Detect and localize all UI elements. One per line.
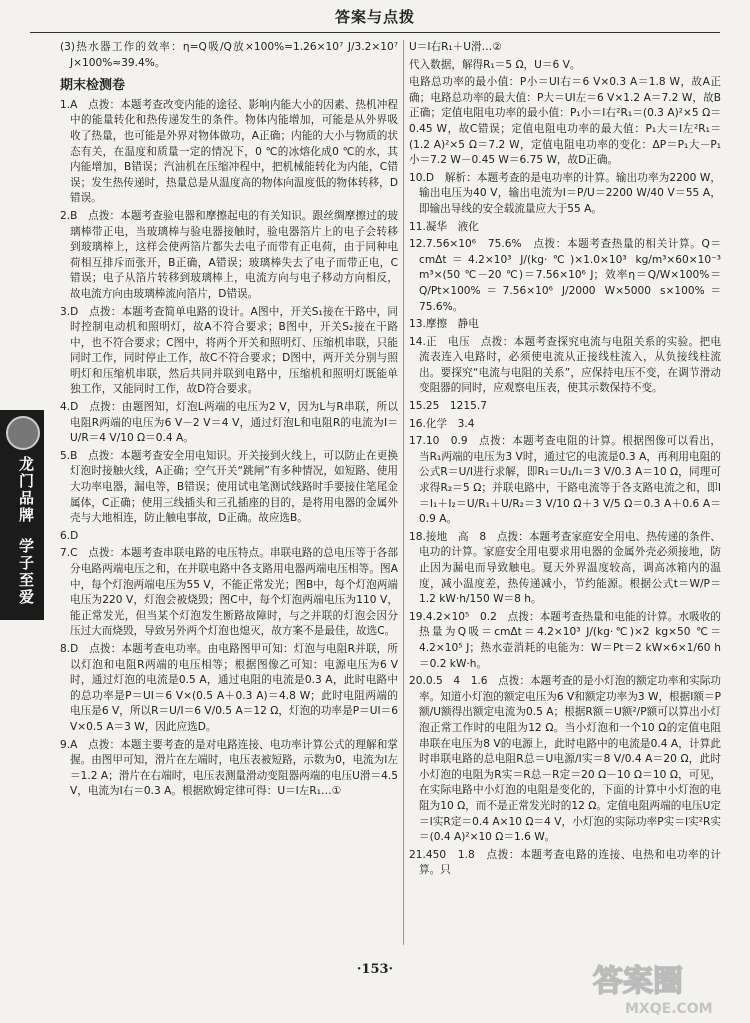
brand-circle-icon xyxy=(6,416,40,450)
answer-item: 21.450 1.8 点拨：本题考查电路的连接、电热和电功率的计算。只 xyxy=(409,848,721,877)
answer-item: 5.B 点拨：本题考查安全用电知识。开关接到火线上，可以防止在更换灯泡时接触火线，A正确；空气开关“跳闸”有多种情况，如短路、使用大功率电器，漏电等，B错误；使用试电笔测试线路时手要接住笔尾金属体，C正确；使用三线插头和三孔插座的目的，是将用电器的金属外壳与大地相连，防止触电事故，D正确。故应选B。 xyxy=(60,449,398,525)
answer-item: 4.D 点拨：由题图知，灯泡L两端的电压为2 V，因为L与R串联，所以电阻R两端的电压为6 V－2 V＝4 V，通过灯泡L和电阻R的电流为I＝U/R＝4 V/10 Ω＝0.4 A。 xyxy=(60,401,398,445)
answer-item: 15.25 1215.7 xyxy=(409,400,487,413)
answer-item: 18.接地 高 8 点拨：本题考查家庭安全用电、热传递的条件、电功的计算。家庭安全用电要求用电器的金属外壳必须接地，防止因为漏电而导致触电。夏天外界温度较高，调高冰箱内的温度，减小温度差，热传递减小，节约能源。根据公式t＝W/P＝1.2 kW·h/150 W＝8 h。 xyxy=(409,530,721,606)
answer-item: 10.D 解析：本题考查的是电功率的计算。输出功率为2200 W，输出电压为40 V，输出电流为I＝P/U＝2200 W/40 V＝55 A，即输出导线的安全载流量应大于55 A。 xyxy=(409,171,721,215)
watermark-url: MXQE.COM xyxy=(625,1001,713,1017)
side-brand-tab xyxy=(0,410,44,620)
answer-item: 6.D xyxy=(60,529,79,542)
continuation-line: U＝I右R₁＋U滑…② xyxy=(409,41,502,53)
watermark-text: 答案圈 xyxy=(593,964,683,999)
column-divider xyxy=(403,40,404,945)
answer-item: 11.凝华 液化 xyxy=(409,220,479,233)
page-header xyxy=(0,0,750,34)
right-column xyxy=(409,40,721,881)
answer-item: 19.4.2×10⁵ 0.2 点拨：本题考查热量和电能的计算。水吸收的热量为Q吸＝cmΔt＝4.2×10³ J/(kg·℃)×2 kg×50 ℃＝4.2×10⁵ J；热水壶消耗的电能为：W＝Pt＝2 kW×6×1/60 h＝0.2 kW·h。 xyxy=(409,610,721,670)
answer-item: 2.B 点拨：本题考查验电器和摩擦起电的有关知识。跟丝绸摩擦过的玻璃棒带正电，当玻璃棒与验电器接触时，验电器箔片上的电子会转移到玻璃棒上，这样会使两箔片都失去电子而带有正电荷，由于同种电荷相互排斥而张开，B正确，A错误；玻璃棒失去了电子而带正电，C错误；电子从箔片转移到玻璃棒上，电流方向与电子移动方向相反，故电流方向由玻璃棒流向箔片，D错误。 xyxy=(60,209,398,300)
answer-item: 14.正 电压 点拨：本题考查探究电流与电阻关系的实验。把电流表连入电路时，必须使电流从正接线柱流入，从负接线柱流出。要探究“电流与电阻的关系”，应保持电压不变，在调节滑动变阻器的同时，应观察电压表，使其示数保持不变。 xyxy=(409,335,721,395)
answer-item: 3.D 点拨：本题考查简单电路的设计。A图中，开关S₁接在干路中，同时控制电动机和照明灯，故A不符合要求；B图中，开关S₂接在干路中，也不符合要求；C图中，将两个开关和照明灯、压缩机串联，只能同时工作，同时停止工作，故C不符合要求；D图中，两开关分别与照明灯和压缩机串联，然后共同并联到电路中，压缩机和照明灯既能单独工作，又能同时工作，故D符合要求。 xyxy=(60,305,398,396)
watermark-logo xyxy=(585,955,735,1020)
header-title: 答案与点拨 xyxy=(334,8,415,26)
answer-item: 9.A 点拨：本题主要考查的是对电路连接、电功率计算公式的理解和掌握。由图甲可知，滑片在左端时，电压表被短路，示数为0，电流为I左＝1.2 A；滑片在右端时，电压表测量滑动变阻器两端的电压U滑＝4.5 V，电流为I右＝0.3 A。根据欧姆定律可得：U＝I左R₁…① xyxy=(60,738,398,798)
answer-item: 17.10 0.9 点拨：本题考查电阻的计算。根据图像可以看出，当R₁两端的电压为3 V时，通过它的电流是0.3 A，再利用电阻的公式R＝U/I进行求解，即R₁＝U₁/I₁＝3 V/0.3 A＝10 Ω，同理可求得R₂＝5 Ω；并联电路中，干路电流等于各支路电流之和，即I＝I₁＋I₂＝U/R₁＋U/R₂＝3 V/10 Ω＋3 V/5 Ω＝0.3 A＋0.6 A＝0.9 A。 xyxy=(409,435,721,526)
continuation-line: 电路总功率的最小值：P小＝UI右＝6 V×0.3 A＝1.8 W，故A正确；电路总功率的最大值：P大＝UI左＝6 V×1.2 A＝7.2 W，故B正确；定值电阻电功率的最小值：P₁小＝I右²R₁＝(0.3 A)²×5 Ω＝0.45 W，故C错误；定值电阻电功率的最大值：P₁大＝I左²R₁＝(1.2 A)²×5 Ω＝7.2 W，定值电阻电功率的变化：ΔP＝P₁大－P₁小＝7.2 W－0.45 W＝6.75 W，故D正确。 xyxy=(409,76,721,167)
section-title: 期末检测卷 xyxy=(60,78,126,94)
continuation-line: 代入数据，解得R₁＝5 Ω，U＝6 V。 xyxy=(409,58,581,71)
answer-item: 20.0.5 4 1.6 点拨：本题考查的是小灯泡的额定功率和实际功率。知道小灯泡的额定电压为6 V和额定功率为3 W，根据I额＝P额/U额得出额定电流为0.5 A；根据R额＝U额²/P额可以算出小灯泡正常工作时的电阻为12 Ω。当小灯泡和一个10 Ω的定值电阻串联在电压为8 V的电源上，此时电路中的电流是0.4 A，计算此时串联电路的总电阻R总＝U电源/I实＝8 V/0.4 A＝20 Ω，此时小灯泡的电阻为R实＝R总－R定＝20 Ω－10 Ω＝10 Ω，可见，在实际电路中小灯泡的电阻是变化的，下面的计算中小灯泡的电阻为10 Ω，而不是正常发光时的12 Ω。定值电阻两端的电压U定＝I实R定＝0.4 A×10 Ω＝4 V，小灯泡的实际功率P实＝I实²R实＝(0.4 A)²×10 Ω＝1.6 W。 xyxy=(409,675,721,844)
answer-item: 12.7.56×10⁶ 75.6% 点拨：本题考查热量的相关计算。Q＝cmΔt＝4.2×10³ J/(kg·℃)×1.0×10³ kg/m³×60×10⁻³ m³×(50 ℃－20 ℃)＝7.56×10⁶ J；效率η＝Q/W×100%＝Q/Pt×100%＝7.56×10⁶ J/2000 W×5000 s×100%＝75.6%。 xyxy=(409,238,721,313)
brand-slogan: 学子至爱 xyxy=(17,538,35,606)
page-number: ·153· xyxy=(356,962,394,977)
answer-item: 16.化学 3.4 xyxy=(409,417,475,430)
answer-item: 8.D 点拨：本题考查电功率。由电路图甲可知：灯泡与电阻R并联，所以灯泡和电阻R两端的电压相等；根据图像乙可知：电源电压为6 V时，通过灯泡的电流是0.5 A，通过电阻的电流是0.3 A，此时电路中的总功率是P＝UI＝6 V×(0.5 A＋0.3 A)＝4.8 W；此时电阻两端的电压是6 V，所以R＝U/I＝6 V/0.5 A＝12 Ω，灯泡的功率是P＝UI＝6 V×0.5 A＝3 W，因此应选D。 xyxy=(60,642,398,733)
intro-line: (3)热水器工作的效率：η=Q吸/Q放×100%=1.26×10⁷ J/3.2×10⁷ J×100%≈39.4%。 xyxy=(60,41,398,69)
answer-item: 7.C 点拨：本题考查串联电路的电压特点。串联电路的总电压等于各部分电路两端电压之和，在并联电路中各支路用电器两端电压相等。图A中，每个灯泡两端电压为55 V，不能正常发光；图B中，每个灯泡两端电压为220 V，灯泡会被烧毁；图C中，每个灯泡两端电压为110 V，能正常发光，但当某个灯泡发生断路故障时，与之并联的灯泡会因分压过大而烧毁，导致另外两个灯泡也熄灭，故方案不是最佳，故选C。 xyxy=(60,547,398,638)
left-column xyxy=(60,40,398,802)
brand-text: 龙门品牌 xyxy=(17,456,35,524)
answer-item: 1.A 点拨：本题考查改变内能的途径、影响内能大小的因素、热机冲程中的能量转化和热传递发生的条件。物体内能增加，可能是从外界吸收了热量，也可能是外界对物体做功，A正确；内能的大小与物质的状态有关，在温度和质量一定的情况下，0 ℃的冰熔化成0 ℃的水，其内能增加，B错误；汽油机在压缩冲程中，把机械能转化为内能，C错误；发生热传递时，热量总是从温度高的物体向温度低的物体转移，D错误。 xyxy=(60,98,398,205)
header-rule xyxy=(30,32,720,33)
answer-item: 13.摩擦 静电 xyxy=(409,318,479,331)
